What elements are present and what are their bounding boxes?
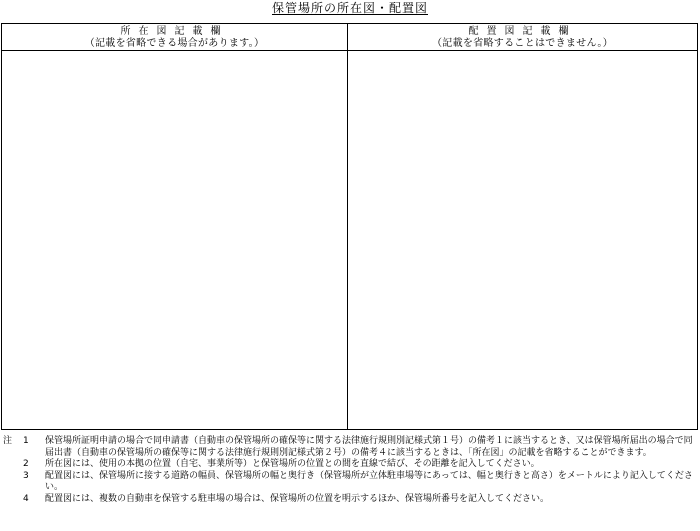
- note-item: [3, 494, 697, 506]
- note-text: 保管場所証明申請の場合で同申請書（自動車の保管場所の確保等に関する法律施行規則別記様式第１号）の備考１に該当するとき、又は保管場所届出の場合で同届出書（自動車の保管場所の確保等に関する法律施行規則別記様式第２号）の備考４に該当するときは、「所在図」の記載を省略することができます。: [45, 436, 693, 458]
- location-map-column: [2, 24, 348, 429]
- layout-map-header: [348, 24, 697, 51]
- layout-map-drawing-area[interactable]: [348, 51, 697, 429]
- note-text: 配置図には、保管場所に接する道路の幅員、保管場所の幅と奥行き（保管場所が立体駐車場等にあっては、幅と奥行きと高さ）をメートルにより記入してください。: [45, 470, 693, 492]
- note-number: 1: [23, 436, 29, 446]
- note-text: 所在図には、使用の本拠の位置（自宅、事業所等）と保管場所の位置との間を直線で結び、その距離を記入してください。: [45, 459, 540, 469]
- note-item: [3, 471, 697, 494]
- note-number: 4: [23, 493, 29, 504]
- layout-map-column: [348, 24, 697, 429]
- page-title-text: 保管場所の所在図・配置図: [271, 1, 428, 15]
- layout-map-heading: 配置図記載欄: [468, 26, 577, 37]
- location-map-subheading: （記載を省略できる場合があります。）: [84, 38, 265, 49]
- layout-map-subheading: （記載を省略することはできません。）: [432, 38, 613, 49]
- location-map-drawing-area[interactable]: [2, 51, 347, 429]
- note-text: 配置図には、複数の自動車を保管する駐車場の場合は、保管場所の位置を明示するほか、保管場所番号を記入してください。: [45, 493, 550, 504]
- note-number: 2: [23, 459, 29, 469]
- note-item: [3, 436, 697, 459]
- page-title: [0, 0, 700, 16]
- note-number: 3: [23, 470, 29, 481]
- location-map-header: [2, 24, 347, 51]
- notes-prefix: 注: [3, 436, 13, 446]
- note-item: [3, 459, 697, 471]
- map-form-table: [1, 23, 698, 430]
- location-map-heading: 所在図記載欄: [120, 26, 229, 37]
- notes-section: [3, 436, 697, 505]
